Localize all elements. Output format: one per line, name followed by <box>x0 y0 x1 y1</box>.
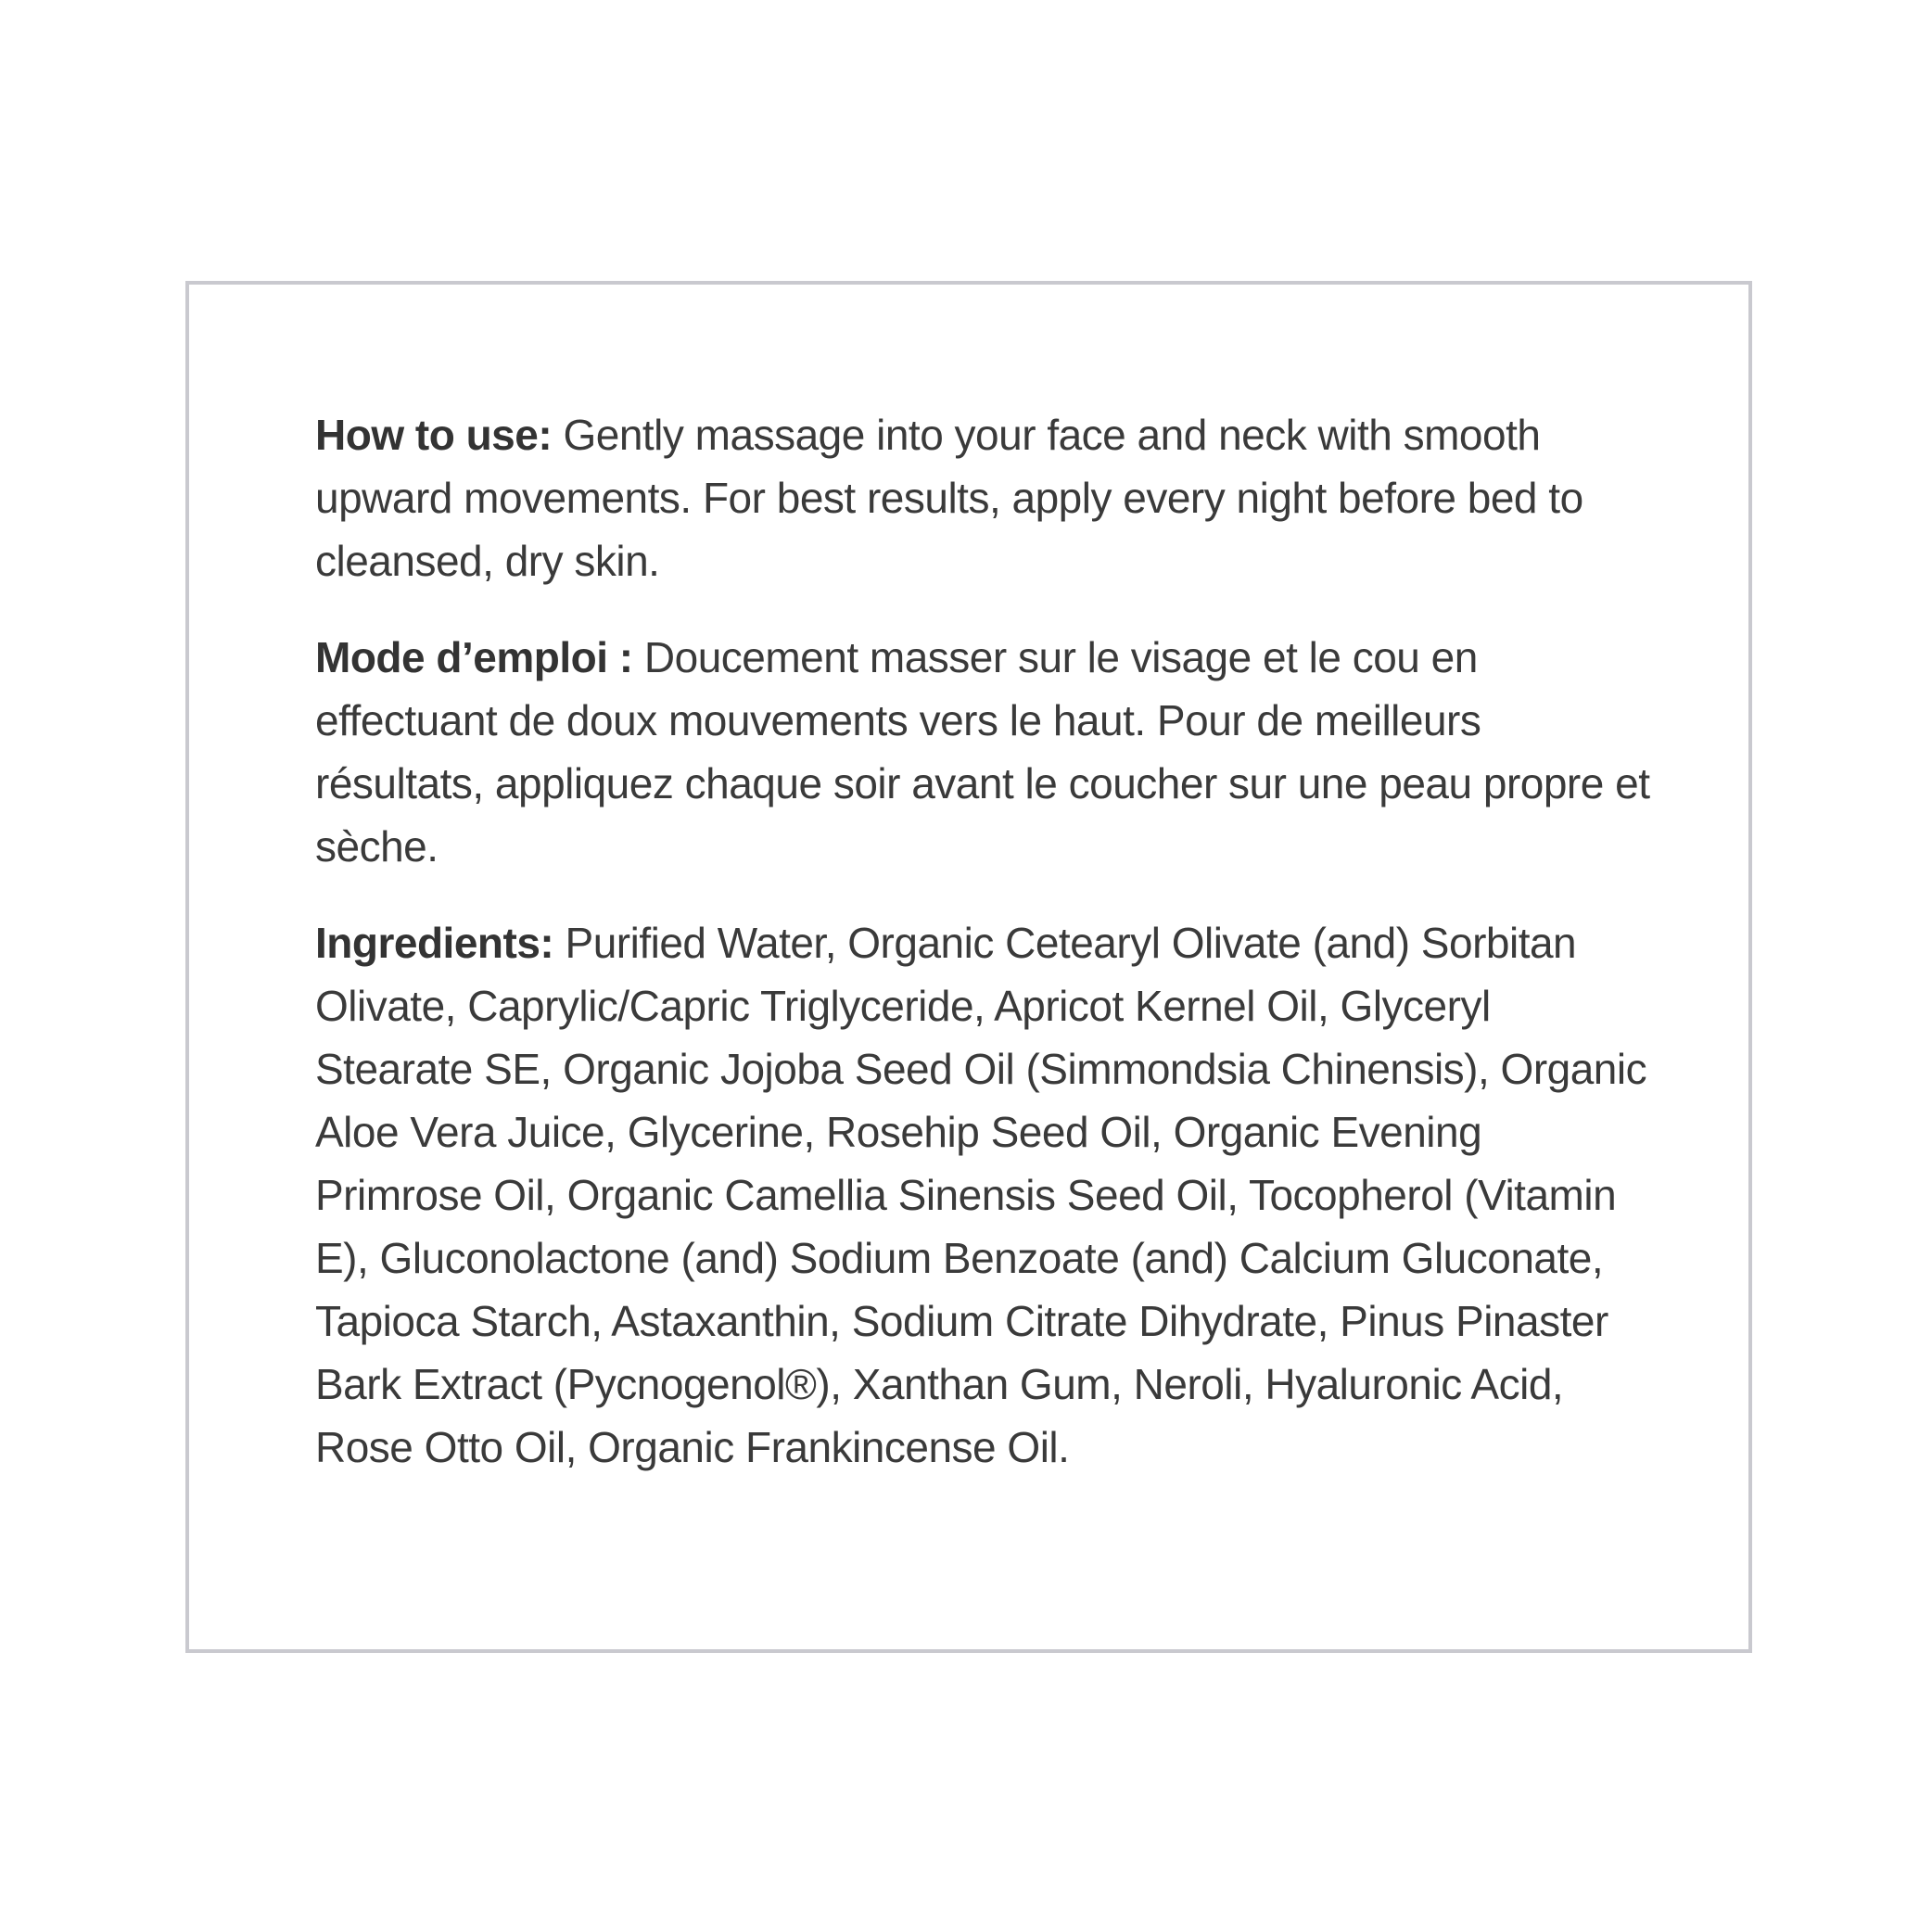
ingredients-text: Purified Water, Organic Cetearyl Olivate (and) Sorbitan Olivate, Caprylic/Capric Triglyceride, Apricot Kernel Oil, Glyceryl Stearate SE, Organic Jojoba Seed Oil (Simmondsia Chinensis), Organic Aloe Vera Juice, Glycerine, Rosehip Seed Oil, Organic Evening Primrose Oil, Organic Camellia Sinensis Seed Oil, Tocopherol (Vitamin E), Gluconolactone (and) Sodium Benzoate (and) Calcium Gluconate, Tapioca Starch, Astaxanthin, Sodium Citrate Dihydrate, Pinus Pinaster Bark Extract (Pycnogenol®), Xanthan Gum, Neroli, Hyaluronic Acid, Rose Otto Oil, Organic Frankincense Oil. <box>315 919 1647 1471</box>
mode-emploi-text: Doucement masser sur le visage et le cou en effectuant de doux mouvements vers le haut. Pour de meilleurs résultats, appliquez chaque soir avant le coucher sur une peau propre et sèche. <box>315 633 1650 871</box>
ingredients-heading: Ingredients: <box>315 919 554 967</box>
how-to-use-heading: How to use: <box>315 411 553 459</box>
how-to-use-text: Gently massage into your face and neck with smooth upward movements. For best results, apply every night before bed to cleansed, dry skin. <box>315 411 1583 585</box>
mode-emploi-section <box>315 626 1650 878</box>
ingredients-section <box>315 911 1650 1479</box>
mode-emploi-heading: Mode d’emploi : <box>315 633 633 681</box>
product-label-panel <box>185 281 1752 1653</box>
label-content <box>315 403 1650 1512</box>
how-to-use-section <box>315 403 1650 592</box>
